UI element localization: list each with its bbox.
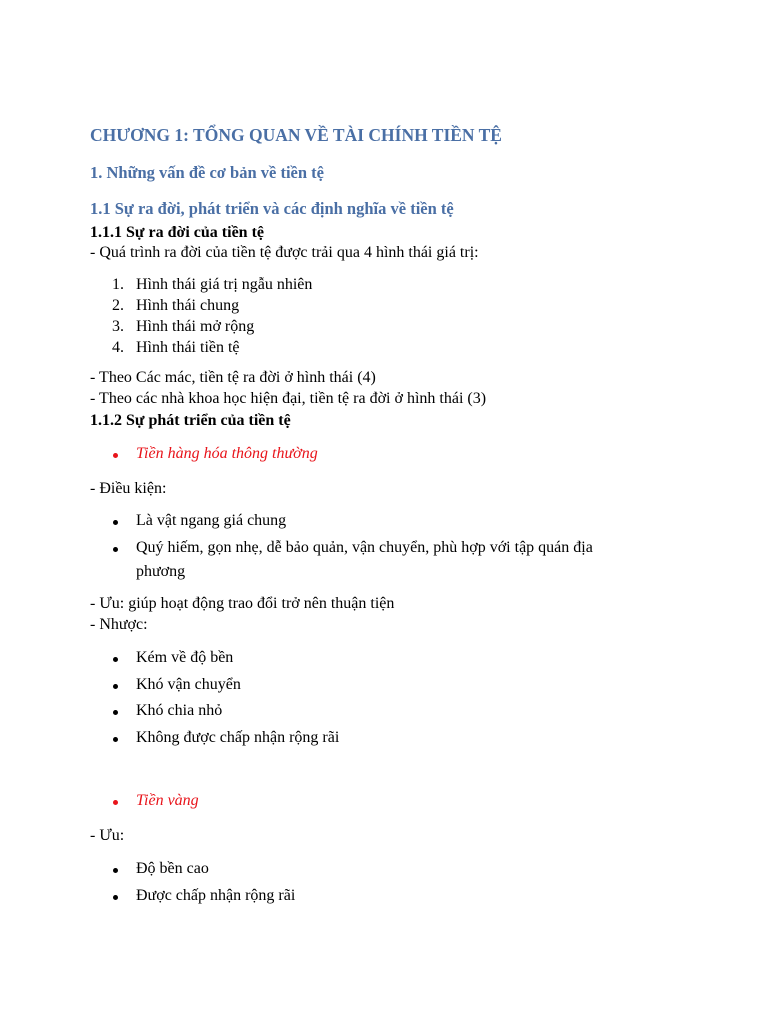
list-item: Là vật ngang giá chung: [136, 512, 287, 529]
bullet-icon: [113, 453, 118, 458]
list-item: Hình thái giá trị ngẫu nhiên: [136, 276, 313, 293]
list-number: 1.: [112, 276, 124, 293]
bullet-icon: [113, 800, 118, 805]
cons-label: - Nhược:: [90, 616, 148, 633]
chapter-title: CHƯƠNG 1: TỔNG QUAN VỀ TÀI CHÍNH TIỀN TỆ: [90, 125, 502, 145]
gold-money-heading: Tiền vàng: [136, 792, 199, 809]
list-item: Hình thái chung: [136, 297, 240, 314]
gold-pros-label: - Ưu:: [90, 827, 125, 844]
list-item: Khó chia nhỏ: [136, 702, 223, 719]
bullet-icon: [113, 547, 118, 552]
list-item: Hình thái mở rộng: [136, 318, 255, 335]
list-item: Không được chấp nhận rộng rãi: [136, 729, 340, 746]
conditions-label: - Điều kiện:: [90, 480, 167, 497]
list-number: 4.: [112, 339, 124, 356]
list-item: Hình thái tiền tệ: [136, 339, 240, 356]
list-number: 2.: [112, 297, 124, 314]
commodity-money-heading: Tiền hàng hóa thông thường: [136, 445, 318, 462]
bullet-icon: [113, 895, 118, 900]
section-heading-1-1-1: 1.1.1 Sự ra đời của tiền tệ: [90, 224, 265, 241]
list-item: Khó vận chuyển: [136, 676, 241, 693]
list-item: Được chấp nhận rộng rãi: [136, 887, 296, 904]
list-item: Kém về độ bền: [136, 649, 234, 666]
bullet-icon: [113, 737, 118, 742]
list-item-continuation: phương: [136, 563, 186, 580]
modern-line: - Theo các nhà khoa học hiện đại, tiền tệ ra đời ở hình thái (3): [90, 390, 487, 407]
bullet-icon: [113, 657, 118, 662]
section-heading-1-1: 1.1 Sự ra đời, phát triển và các định nghĩa về tiền tệ: [90, 199, 454, 218]
bullet-icon: [113, 710, 118, 715]
bullet-icon: [113, 520, 118, 525]
marx-line: - Theo Các mác, tiền tệ ra đời ở hình thái (4): [90, 369, 376, 386]
intro-line: - Quá trình ra đời của tiền tệ được trải qua 4 hình thái giá trị:: [90, 244, 479, 261]
section-heading-1-1-2: 1.1.2 Sự phát triển của tiền tệ: [90, 412, 291, 429]
list-item: Độ bền cao: [136, 860, 209, 877]
list-number: 3.: [112, 318, 124, 335]
section-heading-1: 1. Những vấn đề cơ bản về tiền tệ: [90, 163, 325, 182]
list-item: Quý hiếm, gọn nhẹ, dễ bảo quản, vận chuyển, phù hợp với tập quán địa: [136, 539, 593, 556]
bullet-icon: [113, 684, 118, 689]
bullet-icon: [113, 868, 118, 873]
pros-line: - Ưu: giúp hoạt động trao đổi trở nên thuận tiện: [90, 595, 395, 612]
